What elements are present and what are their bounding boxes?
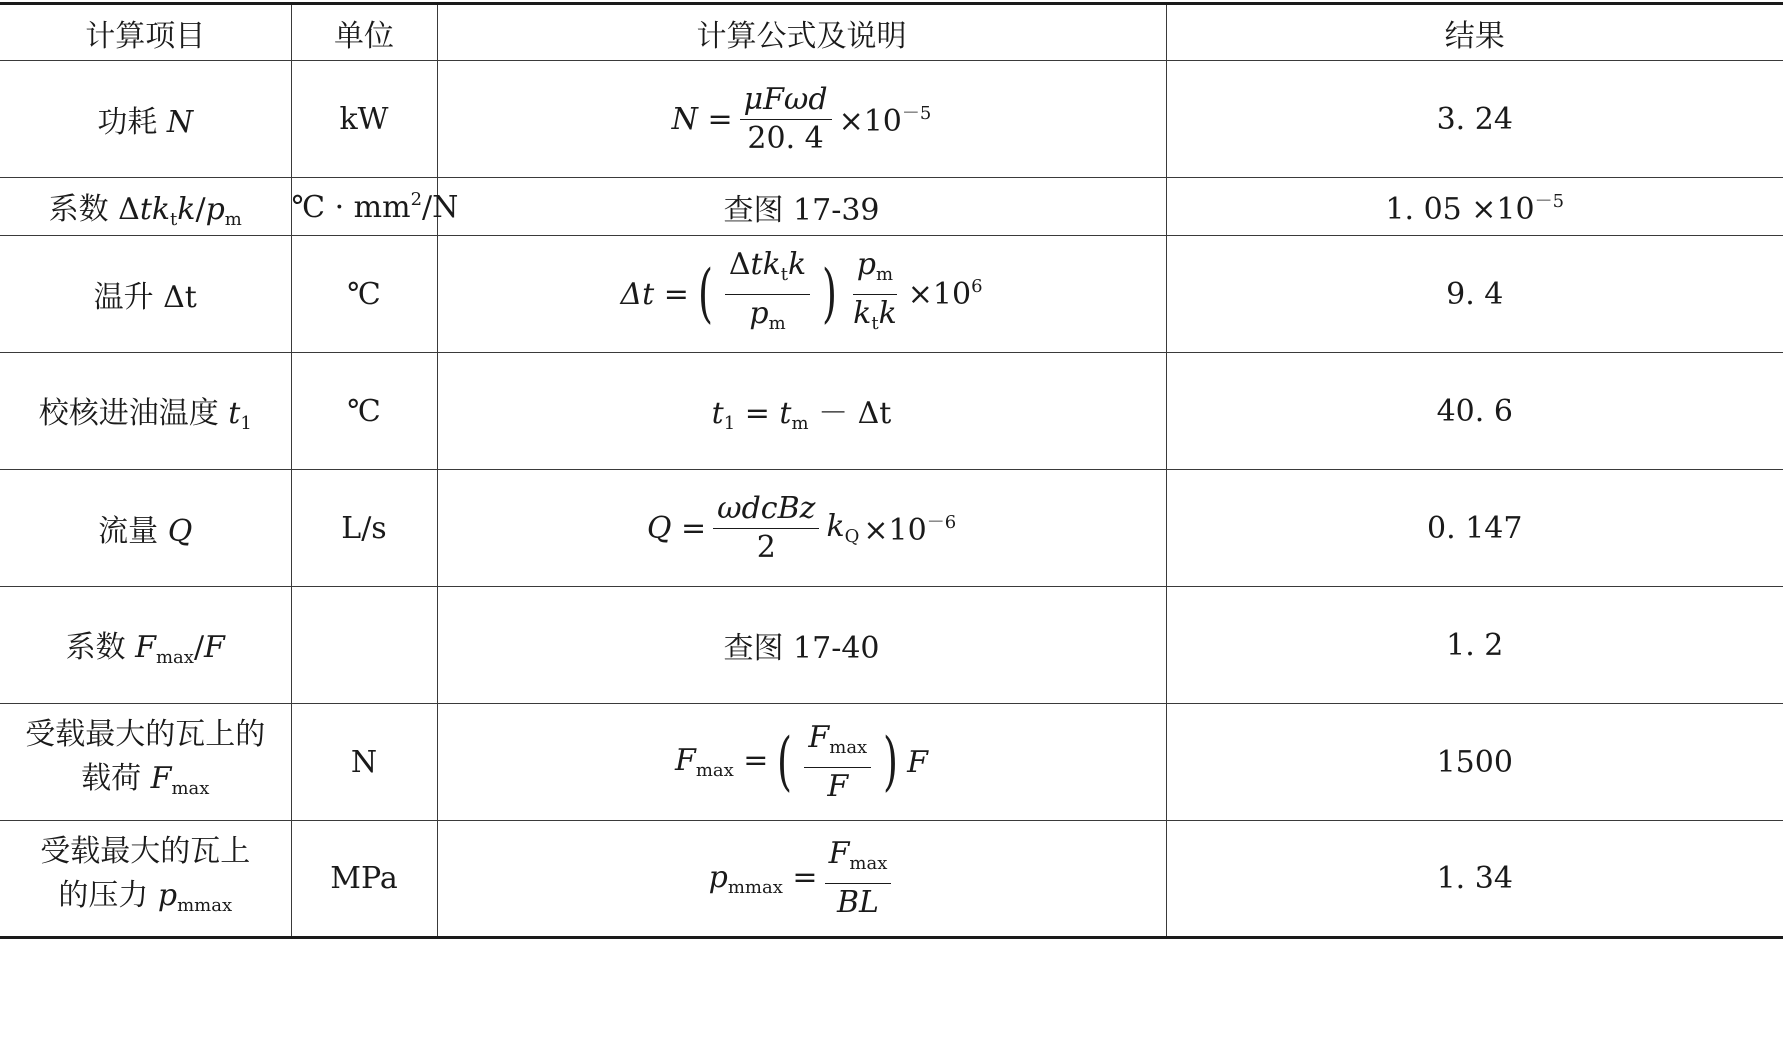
table-row	[0, 470, 1783, 587]
formula-temp-rise: Δt = ( $\frac{\Delta tk_tk}{p_m}$ ) $\frac{p_m}{k_tk}$ $\times 10^6$	[620, 246, 983, 334]
item-cell: 系数 $F_{max}/F$	[0, 587, 291, 704]
table-row	[0, 236, 1783, 353]
unit-cell: L/s	[291, 470, 437, 587]
formula-cell: 查图 17-39	[437, 178, 1166, 236]
result-cell: 1. 2	[1166, 587, 1783, 704]
formula-cell	[437, 61, 1166, 178]
item-cell: 温升 Δt	[0, 236, 291, 353]
result-cell: 9. 4	[1166, 236, 1783, 353]
unit-cell: ℃	[291, 353, 437, 470]
result-cell: 1. 34	[1166, 821, 1783, 938]
calculation-table	[0, 2, 1783, 939]
result-cell: 1. $05 \times 10^{-5}$	[1166, 178, 1783, 236]
unit-cell: ℃ · $mm^2/N$	[291, 178, 437, 236]
header-item: 计算项目	[0, 4, 291, 61]
header-formula: 计算公式及说明	[437, 4, 1166, 61]
item-cell: 校核进油温度 $t_1$	[0, 353, 291, 470]
formula-cell	[437, 704, 1166, 821]
result-cell: 3. 24	[1166, 61, 1783, 178]
item-cell: 流量 Q	[0, 470, 291, 587]
unit-cell	[291, 587, 437, 704]
header-result: 结果	[1166, 4, 1783, 61]
formula-max-pressure: $p_{mmax}$ = $\frac{F_{max}}{BL}$	[709, 837, 895, 920]
formula-cell: 查图 17-40	[437, 587, 1166, 704]
formula-cell	[437, 821, 1166, 938]
formula-cell	[437, 236, 1166, 353]
item-cell: 系数 $\Delta tk_tk/p_m$	[0, 178, 291, 236]
result-cell: 40. 6	[1166, 353, 1783, 470]
formula-cell	[437, 470, 1166, 587]
table-row	[0, 353, 1783, 470]
table-row	[0, 704, 1783, 821]
formula-inlet-temp: $t_1 = t_m - \Delta t$	[711, 396, 892, 434]
item-cell: 受载最大的瓦上的 载荷 $F_{max}$	[0, 704, 291, 821]
unit-cell: ℃	[291, 236, 437, 353]
formula-flow: Q = $\frac{\text{ωdcBz}}{2}$ $k_Q$ $\times 10^{-6}$	[646, 490, 957, 565]
table-row	[0, 821, 1783, 938]
unit-cell: N	[291, 704, 437, 821]
table-row	[0, 178, 1783, 236]
header-unit: 单位	[291, 4, 437, 61]
table-row	[0, 587, 1783, 704]
formula-power: N = $\frac{\text{μFωd}}{20. 4}$ $\times 10^{-5}$	[671, 81, 932, 156]
table-row	[0, 61, 1783, 178]
result-cell: 0. 147	[1166, 470, 1783, 587]
formula-cell	[437, 353, 1166, 470]
item-cell: 功耗 N	[0, 61, 291, 178]
unit-cell: kW	[291, 61, 437, 178]
unit-cell: MPa	[291, 821, 437, 938]
result-cell: 1500	[1166, 704, 1783, 821]
formula-max-load: $F_{max}$ = ( $\frac{F_{max}}{F}$ ) F	[674, 719, 928, 804]
item-cell: 受载最大的瓦上 的压力 $p_{mmax}$	[0, 821, 291, 938]
